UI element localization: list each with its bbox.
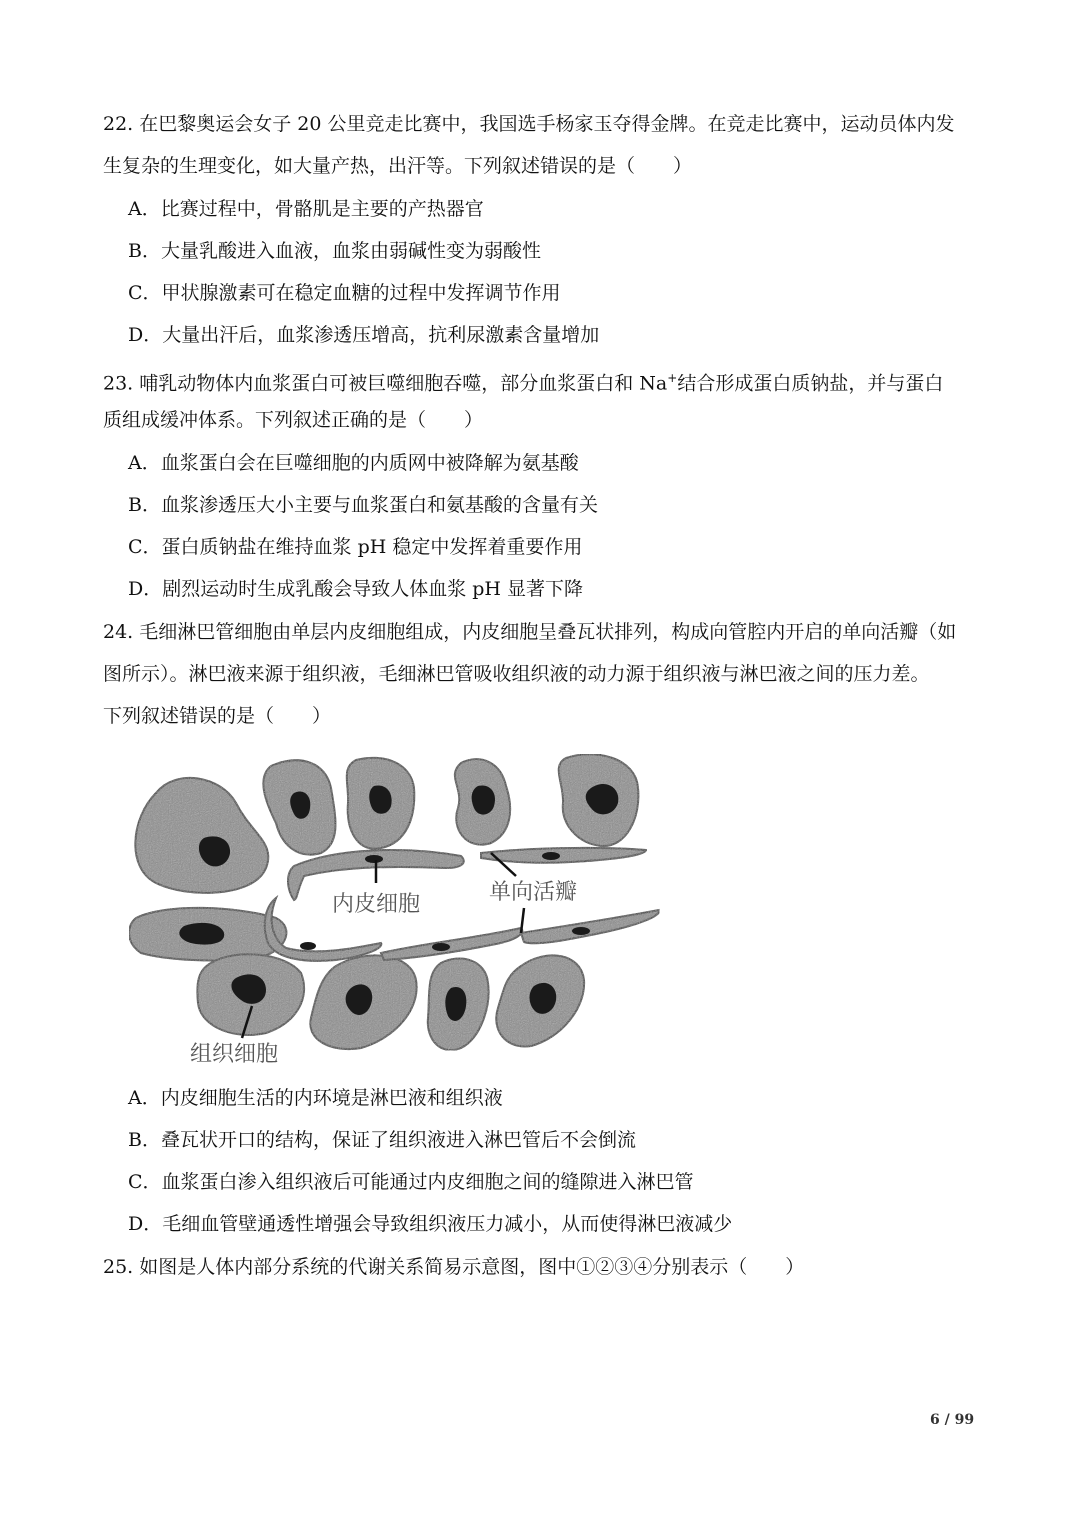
q24-stem-line2: 图所示）。淋巴液来源于组织液，毛细淋巴管吸收组织液的动力源于组织液与淋巴液之间的压力差。 — [103, 663, 930, 685]
q23-option-b: B．血浆渗透压大小主要与血浆蛋白和氨基酸的含量有关 — [128, 494, 598, 516]
endothelial-nucleus — [365, 855, 383, 863]
label-one-way-valve: 单向活瓣 — [489, 880, 578, 905]
q24-option-a: A．内皮细胞生活的内环境是淋巴液和组织液 — [128, 1087, 503, 1109]
endothelial-cell — [521, 910, 659, 943]
label-endothelial-cell: 内皮细胞 — [332, 892, 421, 917]
q23-stem-part2: 结合形成蛋白质钠盐，并与蛋白 — [677, 372, 944, 395]
q23-option-a: A．血浆蛋白会在巨噬细胞的内质网中被降解为氨基酸 — [128, 452, 579, 474]
endothelial-nucleus — [432, 943, 450, 951]
q23-stem-line1 — [103, 366, 943, 395]
lymph-capillary-figure — [126, 748, 666, 1070]
q22-stem-line1: 22. 在巴黎奥运会女子 20 公里竞走比赛中，我国选手杨家玉夺得金牌。在竞走比赛中，运动员体内发 — [103, 113, 955, 135]
valve-leader-line-lower — [521, 908, 524, 933]
q23-option-d: D．剧烈运动时生成乳酸会导致人体血浆 pH 显著下降 — [128, 578, 584, 600]
q22-option-d: D．大量出汗后，血浆渗透压增高，抗利尿激素含量增加 — [128, 324, 600, 346]
q25-stem-line1: 25. 如图是人体内部分系统的代谢关系简易示意图，图中①②③④分别表示（ ） — [103, 1256, 805, 1278]
tissue-cell — [135, 778, 268, 893]
q24-stem-line1: 24. 毛细淋巴管细胞由单层内皮细胞组成，内皮细胞呈叠瓦状排列，构成向管腔内开启的单向活瓣（如 — [103, 621, 957, 643]
label-tissue-cell: 组织细胞 — [190, 1042, 279, 1067]
q22-option-b: B．大量乳酸进入血液，血浆由弱碱性变为弱酸性 — [128, 240, 541, 262]
q23-stem-superscript: + — [667, 371, 678, 385]
q22-option-a: A．比赛过程中，骨骼肌是主要的产热器官 — [128, 198, 484, 220]
q24-option-d: D．毛细血管壁通透性增强会导致组织液压力减小，从而使得淋巴液减少 — [128, 1213, 733, 1235]
page-number: 6 / 99 — [930, 1412, 975, 1428]
q24-option-b: B．叠瓦状开口的结构，保证了组织液进入淋巴管后不会倒流 — [128, 1129, 636, 1151]
endothelial-cell — [481, 848, 646, 863]
q23-stem-line2: 质组成缓冲体系。下列叙述正确的是（ ） — [103, 409, 484, 431]
nucleus — [472, 785, 495, 814]
lymph-capillary-diagram — [126, 748, 666, 1070]
q23-option-c: C．蛋白质钠盐在维持血浆 pH 稳定中发挥着重要作用 — [128, 536, 583, 558]
q23-stem-part1: 23. 哺乳动物体内血浆蛋白可被巨噬细胞吞噬，部分血浆蛋白和 Na — [103, 372, 668, 395]
endothelial-nucleus — [542, 852, 560, 860]
q22-option-c: C．甲状腺激素可在稳定血糖的过程中发挥调节作用 — [128, 282, 561, 304]
q24-option-c: C．血浆蛋白渗入组织液后可能通过内皮细胞之间的缝隙进入淋巴管 — [128, 1171, 694, 1193]
endothelial-cell — [381, 928, 522, 960]
q24-stem-line3: 下列叙述错误的是（ ） — [103, 705, 332, 727]
endothelial-nucleus — [300, 942, 316, 950]
q22-stem-line2: 生复杂的生理变化，如大量产热，出汗等。下列叙述错误的是（ ） — [103, 155, 693, 177]
endothelial-nucleus — [572, 927, 590, 935]
